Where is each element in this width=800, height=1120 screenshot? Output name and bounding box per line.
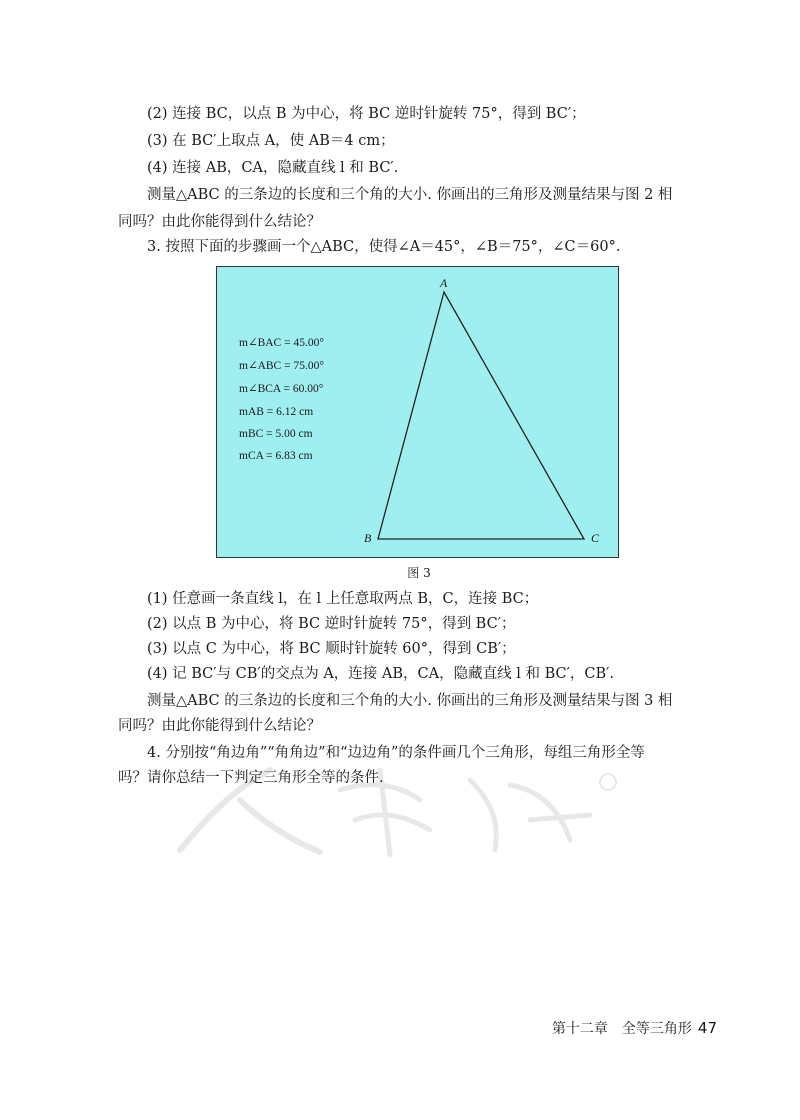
measurement-side-ab: mAB = 6.12 cm: [239, 406, 314, 418]
step-2-text: (2) 连接 BC，以点 B 为中心，将 BC 逆时针旋转 75°，得到 BC′；: [147, 106, 586, 122]
p3-step-2: (2) 以点 B 为中心，将 BC 逆时针旋转 75°，得到 BC′；: [147, 616, 516, 632]
p3-step-1: (1) 任意画一条直线 l，在 l 上任意取两点 B，C，连接 BC；: [147, 591, 539, 607]
p3-step-3: (3) 以点 C 为中心，将 BC 顺时针旋转 60°，得到 CB′；: [147, 641, 516, 657]
p3-measure-line1: 测量△ABC 的三条边的长度和三个角的大小. 你画出的三角形及测量结果与图 3 相: [147, 693, 673, 709]
measure-paragraph-line2: 同吗？由此你能得到什么结论？: [118, 214, 321, 230]
measurement-side-ca: mCA = 6.83 cm: [239, 450, 313, 462]
vertex-c-label: C: [591, 531, 600, 545]
p3-step-4: (4) 记 BC′与 CB′的交点为 A，连接 AB，CA，隐藏直线 l 和 BC′，CB′.: [147, 666, 615, 682]
step-4-text: (4) 连接 AB，CA，隐藏直线 l 和 BC′.: [147, 160, 399, 176]
page-footer: [552, 1018, 717, 1039]
measurement-angle-abc: m∠ABC = 75.00°: [239, 360, 324, 372]
publisher-watermark: [140, 760, 620, 860]
problem-4-line1: 4. 分别按“角边角”“角角边”和“边边角”的条件画几个三角形，每组三角形全等: [147, 745, 645, 761]
p3-measure-line2: 同吗？由此你能得到什么结论？: [118, 718, 321, 734]
figure-3-caption: 图 3: [407, 566, 431, 580]
measurement-angle-bac: m∠BAC = 45.00°: [239, 337, 324, 349]
measure-paragraph-line1: 测量△ABC 的三条边的长度和三个角的大小. 你画出的三角形及测量结果与图 2 相: [147, 187, 673, 203]
measurement-side-bc: mBC = 5.00 cm: [239, 428, 313, 440]
problem-3-heading: 3. 按照下面的步骤画一个△ABC，使得∠A＝45°，∠B＝75°，∠C＝60°.: [147, 239, 621, 255]
page-number: 47: [697, 1019, 717, 1037]
measurement-angle-bca: m∠BCA = 60.00°: [239, 383, 324, 395]
problem-4-line2: 吗？请你总结一下判定三角形全等的条件.: [118, 770, 384, 786]
vertex-b-label: B: [364, 531, 372, 545]
vertex-a-label: A: [440, 276, 448, 290]
triangle-abc: [378, 292, 584, 539]
figure-3-panel: [216, 266, 619, 558]
chapter-title: 第十二章 全等三角形: [551, 1021, 692, 1037]
step-3-text: (3) 在 BC′上取点 A，使 AB＝4 cm；: [147, 133, 395, 149]
